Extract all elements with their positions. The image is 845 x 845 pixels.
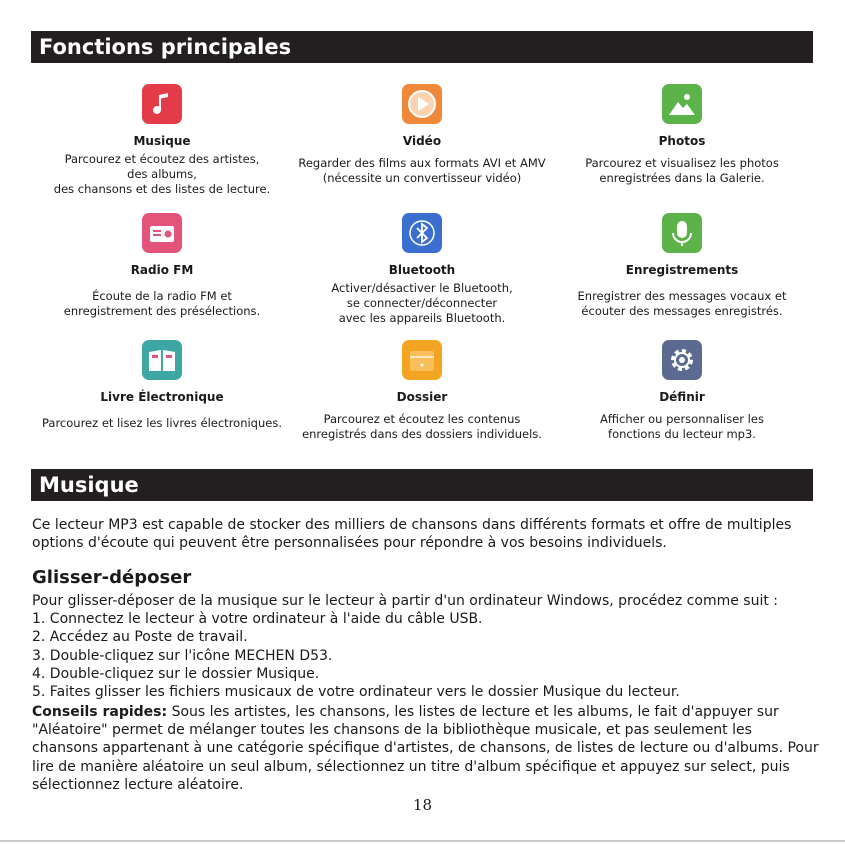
- section-title-main-functions: Fonctions principales: [31, 31, 813, 63]
- tips-label: Conseils rapides:: [32, 704, 168, 720]
- dragdrop-lead: Pour glisser-déposer de la musique sur le lecteur à partir d'un ordinateur Windows, procédez comme suit :: [32, 593, 778, 609]
- feature-name: Musique: [133, 134, 191, 148]
- landscape-icon: [662, 84, 702, 124]
- page-number: 18: [412, 796, 433, 814]
- feature-desc-line: Afficher ou personnaliser les: [600, 412, 764, 426]
- feature-desc: [547, 156, 817, 186]
- feature-photos: [547, 84, 817, 186]
- step-item: 2. Accédez au Poste de travail.: [32, 629, 248, 646]
- book-icon: [142, 340, 182, 380]
- section-title-music: Musique: [31, 469, 813, 501]
- music-note-icon: [142, 84, 182, 124]
- feature-folder: [287, 340, 557, 442]
- feature-bluetooth: [287, 213, 557, 326]
- feature-desc: [287, 412, 557, 442]
- music-intro: Ce lecteur MP3 est capable de stocker des milliers de chansons dans différents formats et offre de multiples options d'écoute qui peuvent être personnalisées pour répondre à vos besoins individuels.: [32, 517, 792, 552]
- feature-desc-line: Regarder des films aux formats AVI et AMV: [298, 156, 546, 170]
- feature-ebook: [27, 340, 297, 431]
- feature-name: Photos: [658, 134, 706, 148]
- feature-name: Livre Électronique: [100, 390, 224, 404]
- feature-desc-line: (nécessite un convertisseur vidéo): [322, 171, 522, 185]
- feature-desc-line: Écoute de la radio FM et: [92, 289, 232, 303]
- folder-icon: [402, 340, 442, 380]
- feature-name: Enregistrements: [625, 263, 739, 277]
- feature-name: Définir: [659, 390, 705, 404]
- feature-desc: [287, 156, 557, 186]
- feature-desc-line: enregistrés dans des dossiers individuels.: [302, 427, 542, 441]
- tips-text: Sous les artistes, les chansons, les listes de lecture et les albums, le fait d'appuyer sur "Aléatoire" permet de mélanger toutes les chansons de la bibliothèque musicale, et pas seulement les chansons appartenant à une catégorie spécifique d'artistes, de chansons, de listes de lecture ou d'albums. Pour lire de manière aléatoire un seul album, sélectionnez un titre d'album spécifique et appuyez sur select, puis sélectionnez lecture aléatoire.: [32, 704, 819, 793]
- step-item: 3. Double-cliquez sur l'icône MECHEN D53.: [32, 647, 333, 664]
- dragdrop-heading: Glisser-déposer: [32, 567, 192, 588]
- microphone-icon: [662, 213, 702, 253]
- feature-recordings: [547, 213, 817, 319]
- feature-desc: [547, 289, 817, 319]
- play-icon: [402, 84, 442, 124]
- feature-settings: [547, 340, 817, 442]
- feature-music: [27, 84, 297, 197]
- feature-desc: [27, 416, 297, 431]
- feature-radio: [27, 213, 297, 319]
- feature-desc-line: enregistrées dans la Galerie.: [599, 171, 765, 185]
- dragdrop-instructions: [32, 592, 822, 701]
- feature-desc-line: Parcourez et écoutez les contenus: [323, 412, 521, 426]
- radio-icon: [142, 213, 182, 253]
- quick-tips: [32, 703, 822, 794]
- step-item: 4. Double-cliquez sur le dossier Musique.: [32, 665, 320, 682]
- gear-icon: [662, 340, 702, 380]
- feature-desc-line: Parcourez et visualisez les photos: [585, 156, 779, 170]
- feature-name: Bluetooth: [388, 263, 456, 277]
- feature-desc-line: fonctions du lecteur mp3.: [608, 427, 756, 441]
- feature-name: Radio FM: [130, 263, 194, 277]
- feature-name: Dossier: [396, 390, 448, 404]
- feature-desc-line: des albums,: [127, 167, 197, 181]
- feature-desc: [287, 281, 557, 326]
- feature-desc-line: se connecter/déconnecter: [346, 296, 498, 310]
- feature-desc-line: Parcourez et lisez les livres électroniques.: [41, 416, 282, 430]
- bluetooth-icon: [402, 213, 442, 253]
- step-item: 5. Faites glisser les fichiers musicaux de votre ordinateur vers le dossier Musique du lecteur.: [32, 684, 680, 701]
- feature-desc-line: Enregistrer des messages vocaux et: [577, 289, 787, 303]
- feature-desc-line: Parcourez et écoutez des artistes,: [64, 152, 260, 166]
- feature-desc: [27, 152, 297, 197]
- footer-divider: [0, 840, 845, 842]
- feature-desc-line: des chansons et des listes de lecture.: [53, 182, 271, 196]
- feature-name: Vidéo: [402, 134, 442, 148]
- feature-desc-line: avec les appareils Bluetooth.: [338, 311, 506, 325]
- feature-desc-line: Activer/désactiver le Bluetooth,: [331, 281, 513, 295]
- feature-desc-line: enregistrement des présélections.: [63, 304, 261, 318]
- feature-desc: [27, 289, 297, 319]
- feature-video: [287, 84, 557, 186]
- feature-desc-line: écouter des messages enregistrés.: [581, 304, 783, 318]
- step-item: 1. Connectez le lecteur à votre ordinateur à l'aide du câble USB.: [32, 611, 483, 628]
- feature-desc: [547, 412, 817, 442]
